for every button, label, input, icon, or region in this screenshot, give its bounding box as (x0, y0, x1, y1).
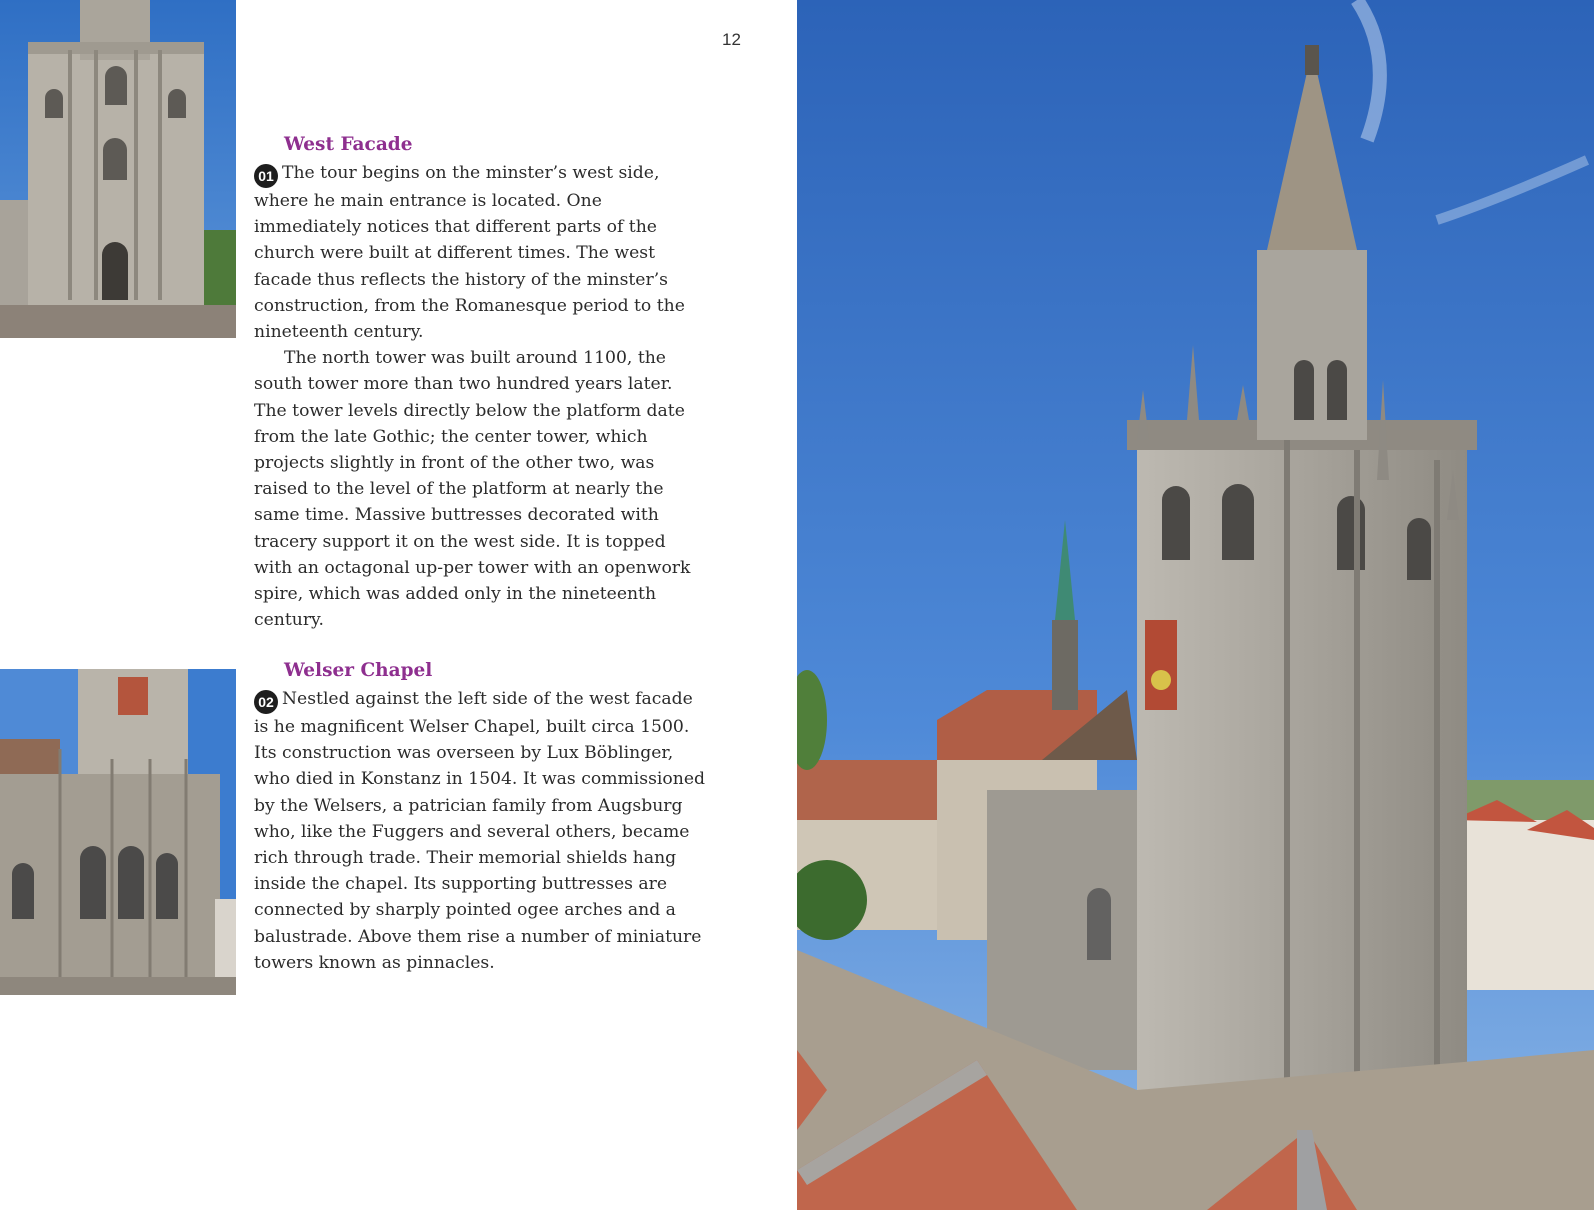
number-badge: 02 (254, 690, 278, 714)
section-paragraph: The north tower was built around 1100, the south tower more than two hundred years later. The tower levels directly below the platform date from the late Gothic; the center tower, which projects slightly in front of the other two, was raised to the level of the platform at nearly the same time. Massive buttresses decorated with tracery support it on the west side. It is topped with an octagonal up-per tower with an openwork spire, which was added only in the nineteenth century. (254, 348, 691, 631)
section-heading: Welser Chapel (284, 660, 433, 681)
section-west-facade (254, 134, 706, 633)
section-heading: West Facade (284, 134, 413, 155)
number-badge: 01 (254, 164, 278, 188)
paragraph-text: The tour begins on the minster’s west side, where he main entrance is located. One immediately notices that different parts of the church were built at different times. The west facade thus reflects the history of the minster’s construction, from the Romanesque period to the nineteenth century. (254, 163, 685, 343)
section-welser-chapel (254, 660, 706, 976)
section-paragraph (254, 686, 706, 976)
section-paragraph (254, 160, 706, 345)
paragraph-text: Nestled against the left side of the west facade is he magnificent Welser Chapel, built circa 1500. Its construction was overseen by Lux Böblinger, who died in Konstanz in 1504. It was commissioned by the Welsers, a patrician family from Augsburg who, like the Fuggers and several others, became rich through trade. Their memorial shields hang inside the chapel. Its supporting buttresses are connected by sharply pointed ogee arches and a balustrade. Above them rise a number of miniature towers known as pinnacles. (254, 689, 706, 973)
minster-photo (797, 0, 1594, 1210)
west-facade-thumbnail (0, 0, 236, 338)
page-number: 12 (722, 30, 741, 49)
welser-chapel-thumbnail (0, 669, 236, 995)
